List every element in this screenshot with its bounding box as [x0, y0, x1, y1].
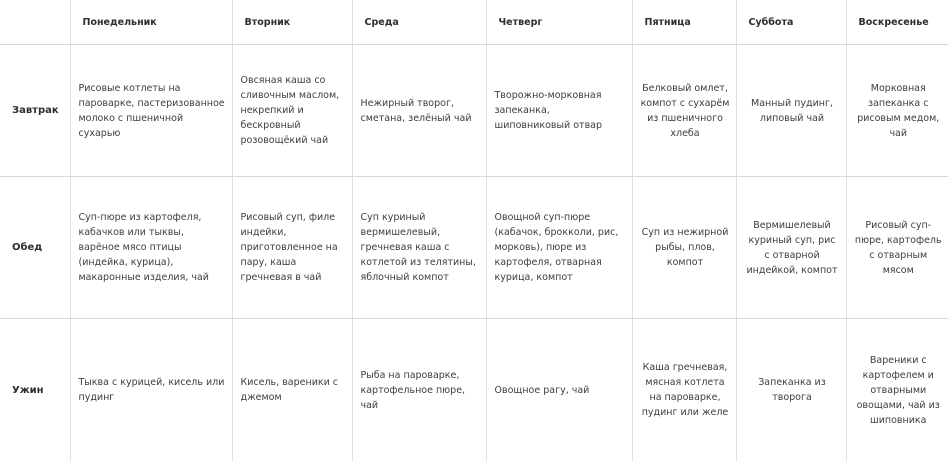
- day-header-friday: Пятница: [632, 0, 736, 45]
- day-header-thursday: Четверг: [486, 0, 632, 45]
- lunch-tuesday: Рисовый суп, филе индейки, приготовленное на пару, каша гречневая в чай: [232, 177, 352, 319]
- dinner-sunday: Вареники с картофелем и отварными овощами, чай из шиповника: [846, 319, 948, 461]
- day-header-monday: Понедельник: [70, 0, 232, 45]
- header-row: [0, 0, 948, 45]
- breakfast-friday: Белковый омлет, компот с сухарём из пшеничного хлеба: [632, 45, 736, 177]
- dinner-thursday: Овощное рагу, чай: [486, 319, 632, 461]
- dinner-saturday: Запеканка из творога: [736, 319, 846, 461]
- corner-cell: [0, 0, 70, 45]
- meal-label-dinner: Ужин: [0, 319, 70, 461]
- dinner-monday: Тыква с курицей, кисель или пудинг: [70, 319, 232, 461]
- breakfast-tuesday: Овсяная каша со сливочным маслом, некрепкий и бескровный розовощёкий чай: [232, 45, 352, 177]
- lunch-saturday: Вермишелевый куриный суп, рис с отварной индейкой, компот: [736, 177, 846, 319]
- lunch-monday: Суп-пюре из картофеля, кабачков или тыквы, варёное мясо птицы (индейка, курица), макаронные изделия, чай: [70, 177, 232, 319]
- table-row-breakfast: [0, 45, 948, 177]
- day-header-saturday: Суббота: [736, 0, 846, 45]
- dinner-friday: Каша гречневая, мясная котлета на пароварке, пудинг или желе: [632, 319, 736, 461]
- breakfast-saturday: Манный пудинг, липовый чай: [736, 45, 846, 177]
- day-header-tuesday: Вторник: [232, 0, 352, 45]
- lunch-sunday: Рисовый суп-пюре, картофель с отварным мясом: [846, 177, 948, 319]
- breakfast-monday: Рисовые котлеты на пароварке, пастеризованное молоко с пшеничной сухарью: [70, 45, 232, 177]
- meal-label-lunch: Обед: [0, 177, 70, 319]
- meal-label-breakfast: Завтрак: [0, 45, 70, 177]
- breakfast-sunday: Морковная запеканка с рисовым медом, чай: [846, 45, 948, 177]
- dinner-wednesday: Рыба на пароварке, картофельное пюре, чай: [352, 319, 486, 461]
- breakfast-wednesday: Нежирный творог, сметана, зелёный чай: [352, 45, 486, 177]
- lunch-thursday: Овощной суп-пюре (кабачок, брокколи, рис, морковь), пюре из картофеля, отварная курица, компот: [486, 177, 632, 319]
- day-header-wednesday: Среда: [352, 0, 486, 45]
- table-row-lunch: [0, 177, 948, 319]
- lunch-wednesday: Суп куриный вермишелевый, гречневая каша с котлетой из телятины, яблочный компот: [352, 177, 486, 319]
- dinner-tuesday: Кисель, вареники с джемом: [232, 319, 352, 461]
- day-header-sunday: Воскресенье: [846, 0, 948, 45]
- table-row-dinner: [0, 319, 948, 461]
- lunch-friday: Суп из нежирной рыбы, плов, компот: [632, 177, 736, 319]
- breakfast-thursday: Творожно-морковная запеканка, шиповниковый отвар: [486, 45, 632, 177]
